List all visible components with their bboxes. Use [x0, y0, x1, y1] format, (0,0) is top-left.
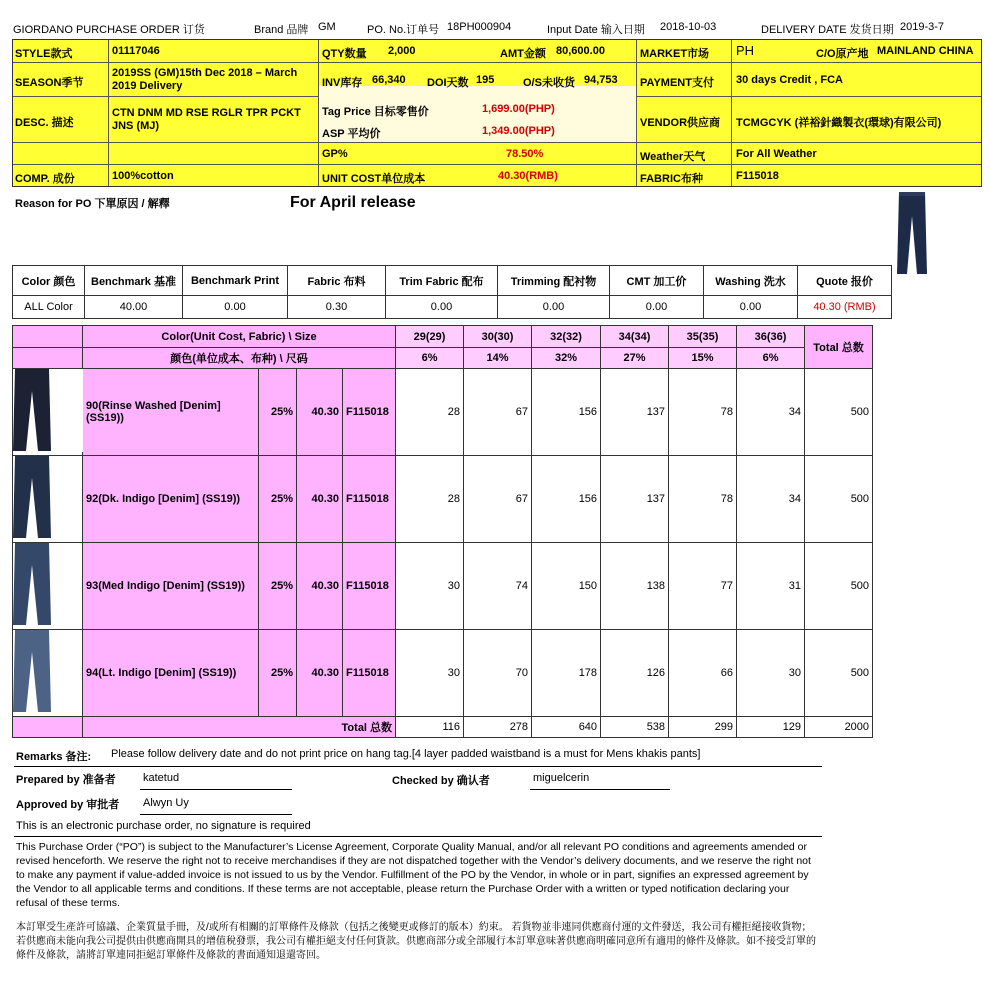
checked-by-label: Checked by 确认者	[392, 775, 490, 787]
size-header: 34(34)	[601, 326, 669, 348]
size-total: 129	[737, 717, 805, 738]
approved-by-label: Approved by 审批者	[16, 799, 120, 811]
grand-total: 2000	[805, 717, 873, 738]
qty-cell: 156	[532, 369, 601, 456]
remarks-label: Remarks 备注:	[16, 751, 92, 763]
po-number-value: 18PH000904	[447, 21, 512, 33]
qty-value: 2,000	[388, 45, 416, 57]
color-swatch	[13, 543, 83, 630]
size-percent: 15%	[669, 348, 737, 369]
prepared-by-label: Prepared by 准备者	[16, 774, 116, 786]
size-header: 30(30)	[464, 326, 532, 348]
market-label: MARKET市场	[640, 48, 710, 60]
color-cost: 40.30	[297, 543, 343, 630]
cost-trimming: 0.00	[498, 296, 610, 319]
size-header: 32(32)	[532, 326, 601, 348]
row-total: 500	[805, 543, 873, 630]
cost-washing: 0.00	[704, 296, 798, 319]
desc-label: DESC. 描述	[15, 117, 74, 129]
delivery-date-value: 2019-3-7	[900, 21, 945, 33]
cost-header-washing: Washing 洗水	[704, 266, 798, 296]
color-fabric: F115018	[343, 456, 396, 543]
cost-header-benchmark-print: Benchmark Print	[183, 266, 288, 296]
doi-value: 195	[476, 74, 495, 86]
totals-row	[13, 717, 873, 738]
gp-value: 78.50%	[506, 148, 544, 160]
terms-chinese: 本訂單受生產許可協議、企業質量手冊，及/或所有相關的訂單條件及條款（包括之後變更或修訂的版本）約束。 若貨物並非連同供應商付運的文件發送，我公司有權拒絕接收貨物；若供應商未能向我公司提供由供應商開具的增值稅發票，我公司有權拒絕支付任何貨款。供應商部分或全部履行本訂單意味著供應商明確同意所有適用的條件及條款。如不接受訂單的條件及條款，請將訂單連同拒絕訂單條件及條款的書面通知退還寄回。	[16, 922, 816, 961]
inv-value: 66,340	[372, 74, 406, 86]
qty-cell: 77	[669, 543, 737, 630]
size-total: 640	[532, 717, 601, 738]
payment-label: PAYMENT支付	[640, 77, 714, 89]
reason-label: Reason for PO 下單原因 / 解釋	[15, 198, 170, 210]
qty-cell: 70	[464, 630, 532, 717]
color-pct: 25%	[259, 369, 297, 456]
qty-cell: 78	[669, 456, 737, 543]
fabric-value: F115018	[736, 170, 779, 182]
qty-cell: 30	[396, 630, 464, 717]
color-swatch	[13, 369, 83, 456]
totals-label: Total 总数	[83, 717, 396, 738]
po-number-label: PO. No.订单号	[367, 24, 440, 36]
vendor-label: VENDOR供应商	[640, 117, 721, 129]
style-label: STYLE款式	[15, 48, 73, 60]
cost-quote: 40.30 (RMB)	[798, 296, 892, 319]
unit-cost-label: UNIT COST单位成本	[322, 173, 426, 185]
qty-cell: 126	[601, 630, 669, 717]
qty-cell: 178	[532, 630, 601, 717]
vendor-value: TCMGCYK (祥裕針織製衣(環球)有限公司)	[736, 117, 942, 129]
remarks-value: Please follow delivery date and do not print price on hang tag.[4 layer padded waistband is a must for Mens khakis pants]	[111, 748, 701, 760]
qty-cell: 28	[396, 369, 464, 456]
amt-label: AMT金额	[500, 48, 546, 60]
reason-value: For April release	[290, 194, 416, 211]
qty-cell: 156	[532, 456, 601, 543]
qty-cell: 138	[601, 543, 669, 630]
row-total: 500	[805, 456, 873, 543]
qty-cell: 34	[737, 456, 805, 543]
cost-header-cmt: CMT 加工价	[610, 266, 704, 296]
cost-benchmark-print: 0.00	[183, 296, 288, 319]
asp-label: ASP 平均价	[322, 128, 381, 140]
cost-table	[12, 265, 892, 319]
qty-cell: 31	[737, 543, 805, 630]
color-fabric: F115018	[343, 543, 396, 630]
size-breakdown-table	[12, 325, 873, 738]
electronic-note: This is an electronic purchase order, no signature is required	[16, 820, 311, 832]
color-name: 93(Med Indigo [Denim] (SS19))	[83, 543, 259, 630]
color-swatch	[13, 630, 83, 717]
cost-header-quote: Quote 报价	[798, 266, 892, 296]
color-name: 90(Rinse Washed [Denim] (SS19))	[83, 369, 259, 456]
desc-value: CTN DNM MD RSE RGLR TPR PCKT JNS (MJ)	[112, 107, 301, 132]
size-header: 29(29)	[396, 326, 464, 348]
unit-cost-value: 40.30(RMB)	[498, 170, 558, 182]
origin-value: MAINLAND CHINA	[877, 45, 974, 57]
cost-cmt: 0.00	[610, 296, 704, 319]
table-row	[13, 369, 873, 456]
color-fabric: F115018	[343, 630, 396, 717]
approved-by-value: Alwyn Uy	[143, 797, 189, 809]
os-label: O/S未收货	[523, 77, 575, 89]
inv-label: INV库存	[322, 77, 363, 89]
qty-cell: 67	[464, 369, 532, 456]
cost-header-fabric: Fabric 布料	[288, 266, 386, 296]
qty-cell: 30	[396, 543, 464, 630]
weather-label: Weather天气	[640, 151, 706, 163]
qty-cell: 74	[464, 543, 532, 630]
size-total: 116	[396, 717, 464, 738]
table-row	[13, 456, 873, 543]
size-total: 299	[669, 717, 737, 738]
product-thumbnail	[893, 190, 931, 276]
input-date-value: 2018-10-03	[660, 21, 717, 33]
size-table-title: Color(Unit Cost, Fabric) \ Size	[83, 326, 396, 348]
tag-price-value: 1,699.00(PHP)	[482, 103, 555, 115]
po-title: GIORDANO PURCHASE ORDER 订货	[13, 24, 205, 36]
terms-english: This Purchase Order (“PO”) is subject to the Manufacturer’s License Agreement, Corporate Quality Manual, and/or all relevant PO conditions and agreements amended or revised henceforth. We reserve the right not to receive merchandises if they are not dispatched together with the Vendor’s delivery documents, and we reserve the right not to make any payment if value-added invoice is not issued to us by the Vendor. Fulfillment of the PO by the Vendor, in whole or in part, signifies an expressed agreement by the Vendor to all applicable terms and conditions. If these terms are not acceptable, please return the Purchase Order with a written or typed notification declaring your refusal of these terms.	[16, 841, 811, 909]
cost-header-trimming: Trimming 配衬物	[498, 266, 610, 296]
asp-value: 1,349.00(PHP)	[482, 125, 555, 137]
cost-color: ALL Color	[13, 296, 85, 319]
color-pct: 25%	[259, 630, 297, 717]
color-pct: 25%	[259, 456, 297, 543]
size-percent: 6%	[396, 348, 464, 369]
origin-label: C/O原产地	[816, 48, 869, 60]
market-value: PH	[736, 43, 755, 58]
doi-label: DOI天数	[427, 77, 469, 89]
cost-header-benchmark: Benchmark 基准	[85, 266, 183, 296]
qty-label: QTY数量	[322, 48, 367, 60]
cost-trim-fabric: 0.00	[386, 296, 498, 319]
qty-cell: 137	[601, 456, 669, 543]
color-cost: 40.30	[297, 369, 343, 456]
brand-value: GM	[318, 21, 336, 33]
qty-cell: 78	[669, 369, 737, 456]
color-cost: 40.30	[297, 630, 343, 717]
comp-label: COMP. 成份	[15, 173, 75, 185]
color-cost: 40.30	[297, 456, 343, 543]
weather-value: For All Weather	[736, 148, 817, 160]
cost-header-trim-fabric: Trim Fabric 配布	[386, 266, 498, 296]
color-name: 92(Dk. Indigo [Denim] (SS19))	[83, 456, 259, 543]
prepared-by-value: katetud	[143, 772, 180, 784]
color-name: 94(Lt. Indigo [Denim] (SS19))	[83, 630, 259, 717]
size-table-title-cn: 颜色(单位成本、布种) \ 尺码	[83, 348, 396, 369]
qty-cell: 67	[464, 456, 532, 543]
jeans-image	[13, 369, 83, 452]
payment-value: 30 days Credit , FCA	[736, 74, 843, 86]
table-row	[13, 630, 873, 717]
size-percent: 6%	[737, 348, 805, 369]
qty-cell: 137	[601, 369, 669, 456]
row-total: 500	[805, 630, 873, 717]
input-date-label: Input Date 输入日期	[547, 24, 645, 36]
fabric-label: FABRIC布种	[640, 173, 703, 185]
table-row	[13, 543, 873, 630]
os-value: 94,753	[584, 74, 618, 86]
qty-cell: 34	[737, 369, 805, 456]
size-percent: 27%	[601, 348, 669, 369]
jeans-image	[13, 630, 83, 713]
delivery-date-label: DELIVERY DATE 发货日期	[761, 24, 894, 36]
style-value: 01117046	[112, 45, 160, 57]
amt-value: 80,600.00	[556, 45, 605, 57]
color-pct: 25%	[259, 543, 297, 630]
size-percent: 14%	[464, 348, 532, 369]
gp-label: GP%	[322, 148, 348, 160]
size-header: 36(36)	[737, 326, 805, 348]
jeans-image	[13, 456, 83, 539]
jeans-image	[13, 543, 83, 626]
qty-cell: 30	[737, 630, 805, 717]
row-total: 500	[805, 369, 873, 456]
qty-cell: 66	[669, 630, 737, 717]
size-total: 278	[464, 717, 532, 738]
cost-header-color: Color 颜色	[13, 266, 85, 296]
brand-label: Brand 品牌	[254, 24, 309, 36]
comp-value: 100%cotton	[112, 170, 174, 182]
tag-price-label: Tag Price 目标零售价	[322, 106, 429, 118]
size-total: 538	[601, 717, 669, 738]
cost-benchmark: 40.00	[85, 296, 183, 319]
color-swatch	[13, 456, 83, 543]
total-header: Total 总数	[805, 326, 873, 369]
checked-by-value: miguelcerin	[533, 772, 590, 784]
qty-cell: 28	[396, 456, 464, 543]
qty-cell: 150	[532, 543, 601, 630]
size-header: 35(35)	[669, 326, 737, 348]
season-value: 2019SS (GM)15th Dec 2018 – March 2019 Delivery	[112, 67, 298, 92]
cost-fabric: 0.30	[288, 296, 386, 319]
season-label: SEASON季节	[15, 77, 84, 89]
color-fabric: F115018	[343, 369, 396, 456]
size-percent: 32%	[532, 348, 601, 369]
